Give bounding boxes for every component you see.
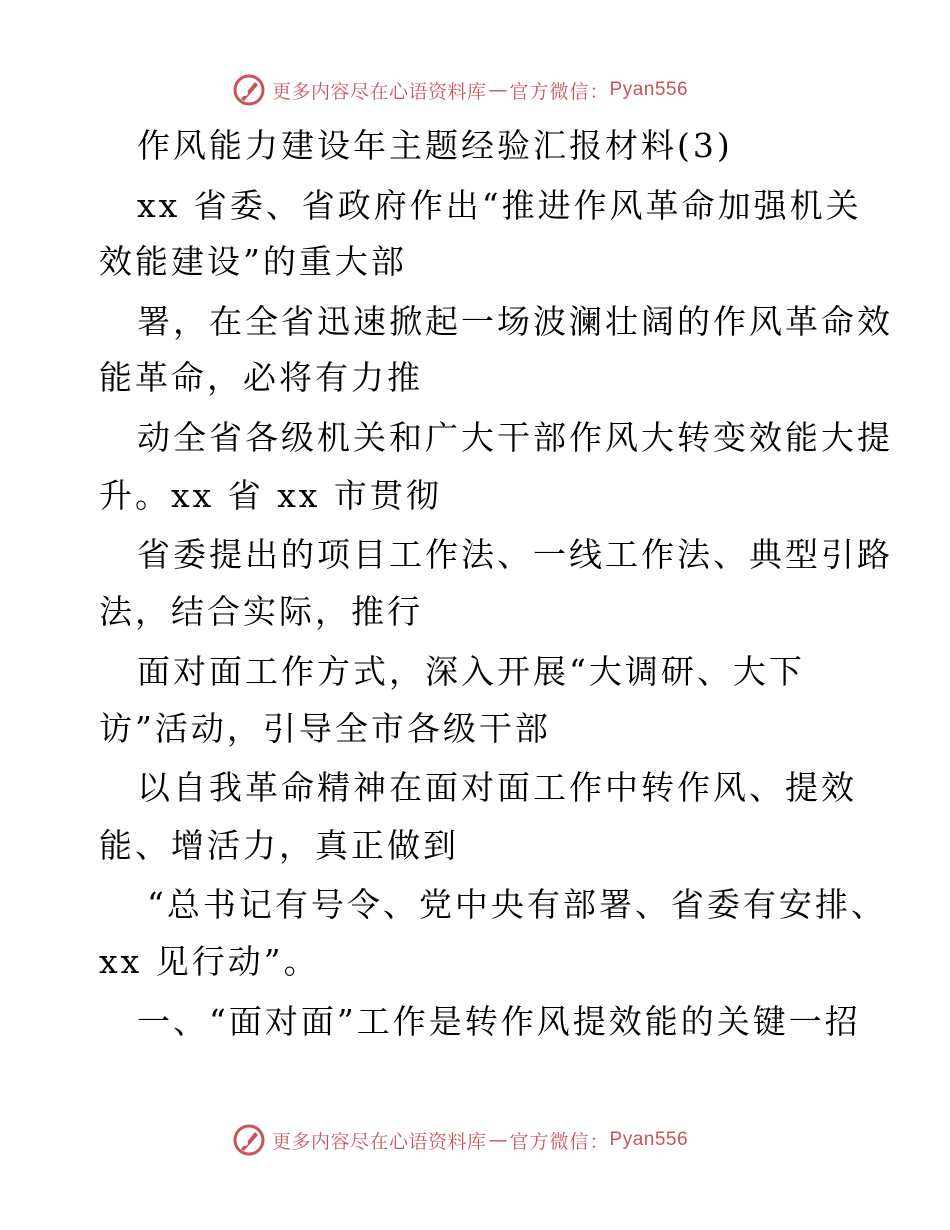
watermark-site-text: 更多内容尽在心语资料库 [272, 80, 487, 103]
paragraph-line: 访”活动，引导全市各级干部 [99, 709, 551, 748]
pen-logo-icon [232, 1123, 266, 1157]
paragraph-line: 省委提出的项目工作法、一线工作法、典型引路 [137, 535, 893, 574]
section-heading: 一、“面对面”工作是转作风提效能的关键一招 [137, 1002, 861, 1041]
watermark-wechat-id: Pyan556 [609, 1129, 689, 1150]
watermark-wechat-label: 官方微信： [509, 1130, 610, 1153]
watermark-header [232, 72, 688, 108]
paragraph-line: 能革命，必将有力推 [99, 358, 423, 397]
paragraph-line: xx 省委、省政府作出“推进作风革命加强机关 [137, 186, 862, 225]
watermark-wechat-label: 官方微信： [509, 80, 610, 103]
watermark-footer [232, 1122, 688, 1158]
paragraph-line: 以自我革命精神在面对面工作中转作风、提效 [137, 768, 857, 807]
paragraph-line: 升。xx 省 xx 市贯彻 [99, 476, 442, 515]
paragraph-line: 动全省各级机关和广大干部作风大转变效能大提 [137, 418, 893, 457]
paragraph-line: 面对面工作方式，深入开展“大调研、大下 [137, 652, 805, 691]
pen-logo-icon [232, 73, 266, 107]
paragraph-line: xx 见行动”。 [99, 942, 320, 981]
document-title: 作风能力建设年主题经验汇报材料(3) [137, 126, 733, 165]
watermark-wechat-id: Pyan556 [609, 79, 689, 100]
watermark-separator: — [488, 1129, 508, 1151]
paragraph-line: 能、增活力，真正做到 [99, 826, 459, 865]
paragraph-line: 署，在全省迅速掀起一场波澜壮阔的作风革命效 [137, 302, 893, 341]
watermark-site-text: 更多内容尽在心语资料库 [272, 1130, 487, 1153]
watermark-separator: — [488, 79, 508, 101]
paragraph-line: 法，结合实际，推行 [99, 592, 423, 631]
paragraph-line: “总书记有号令、党中央有部署、省委有安排、 [147, 885, 887, 924]
paragraph-line: 效能建设”的重大部 [99, 242, 407, 281]
